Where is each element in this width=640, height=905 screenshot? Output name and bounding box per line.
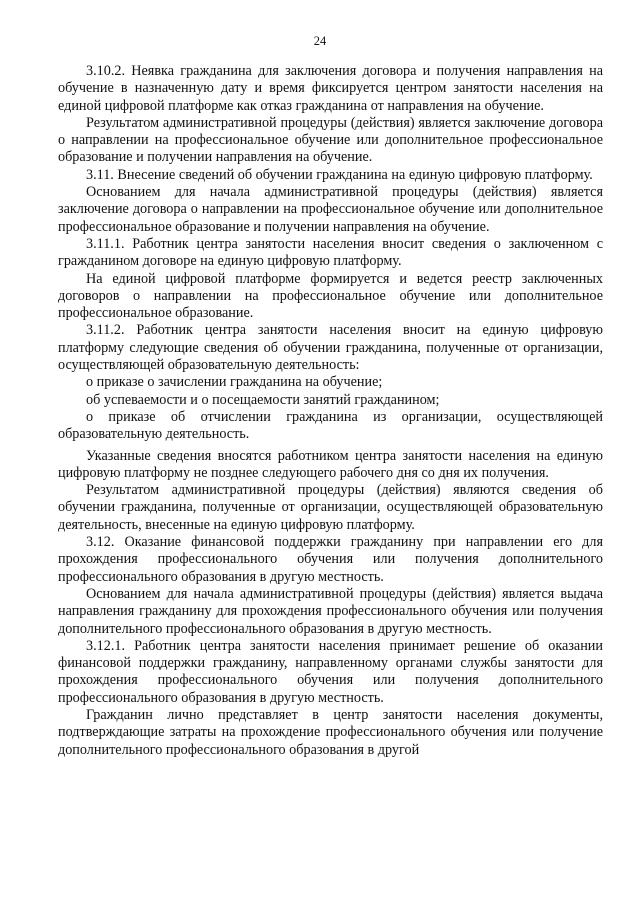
paragraph-3-11-heading: 3.11. Внесение сведений об обучении гражданина на единую цифровую платформу.	[86, 166, 593, 183]
paragraph-registry: На единой цифровой платформе формируется и ведется реестр заключенных договоров о направлении на профессиональное обучение или дополнительное профессиональное образование.	[58, 270, 603, 322]
paragraph-3-11-1: 3.11.1. Работник центра занятости населения вносит сведения о заключенном с гражданином договоре на единую цифровую платформу.	[58, 235, 603, 270]
paragraph-3-12-1: 3.12.1. Работник центра занятости населения принимает решение об оказании финансовой поддержки гражданину, направленному органами службы занятости для прохождения профессионального обучения или получения дополнительного профессионального образования в другую местность.	[58, 637, 603, 706]
paragraph-documents: Гражданин лично представляет в центр занятости населения документы, подтверждающие затраты на прохождение профессионального обучения или получение дополнительного профессионального образования в другой	[58, 706, 603, 758]
paragraph-basis-3-12: Основанием для начала административной процедуры (действия) является выдача направления гражданину для прохождения профессионального обучения или получения дополнительного профессионального образования в другую местность.	[58, 585, 603, 637]
paragraph-3-12-heading: 3.12. Оказание финансовой поддержки гражданину при направлении его для прохождения профессионального обучения или получения дополнительного профессионального образования в другую местность.	[58, 534, 603, 585]
paragraph-3-10-2: 3.10.2. Неявка гражданина для заключения договора и получения направления на обучение в назначенную дату и время фиксируется центром занятости населения на единой цифровой платформе как отказ гражданина от направления на обучение.	[58, 63, 603, 114]
list-item-attendance: об успеваемости и о посещаемости занятий гражданином;	[86, 391, 440, 408]
paragraph-result-info: Результатом административной процедуры (действия) являются сведения об обучении гражданина, полученные от организации, осуществляющей образовательную деятельность, внесенные на единую цифровую платформу.	[58, 482, 603, 533]
paragraph-basis-3-11: Основанием для начала административной процедуры (действия) является заключение договора о направлении на профессиональное обучение или дополнительное профессиональное образование и получении направления на обучение.	[58, 184, 603, 235]
page-number: 24	[313, 34, 327, 48]
list-item-enrollment-order: о приказе о зачислении гражданина на обучение;	[86, 374, 383, 391]
document-body	[58, 63, 603, 759]
paragraph-result-contract: Результатом административной процедуры (действия) является заключение договора о направлении на профессиональное обучение или дополнительное профессиональное образование и получении направления на обучение.	[58, 114, 603, 166]
list-item-expulsion-order: о приказе об отчислении гражданина из организации, осуществляющей образовательную деятельность.	[58, 408, 603, 443]
paragraph-deadline: Указанные сведения вносятся работником центра занятости населения на единую цифровую платформу не позднее следующего рабочего дня со дня их получения.	[58, 447, 603, 481]
paragraph-3-11-2: 3.11.2. Работник центра занятости населения вносит на единую цифровую платформу следующие сведения об обучении гражданина, полученные от организации, осуществляющей образовательную деятельность:	[58, 322, 603, 374]
